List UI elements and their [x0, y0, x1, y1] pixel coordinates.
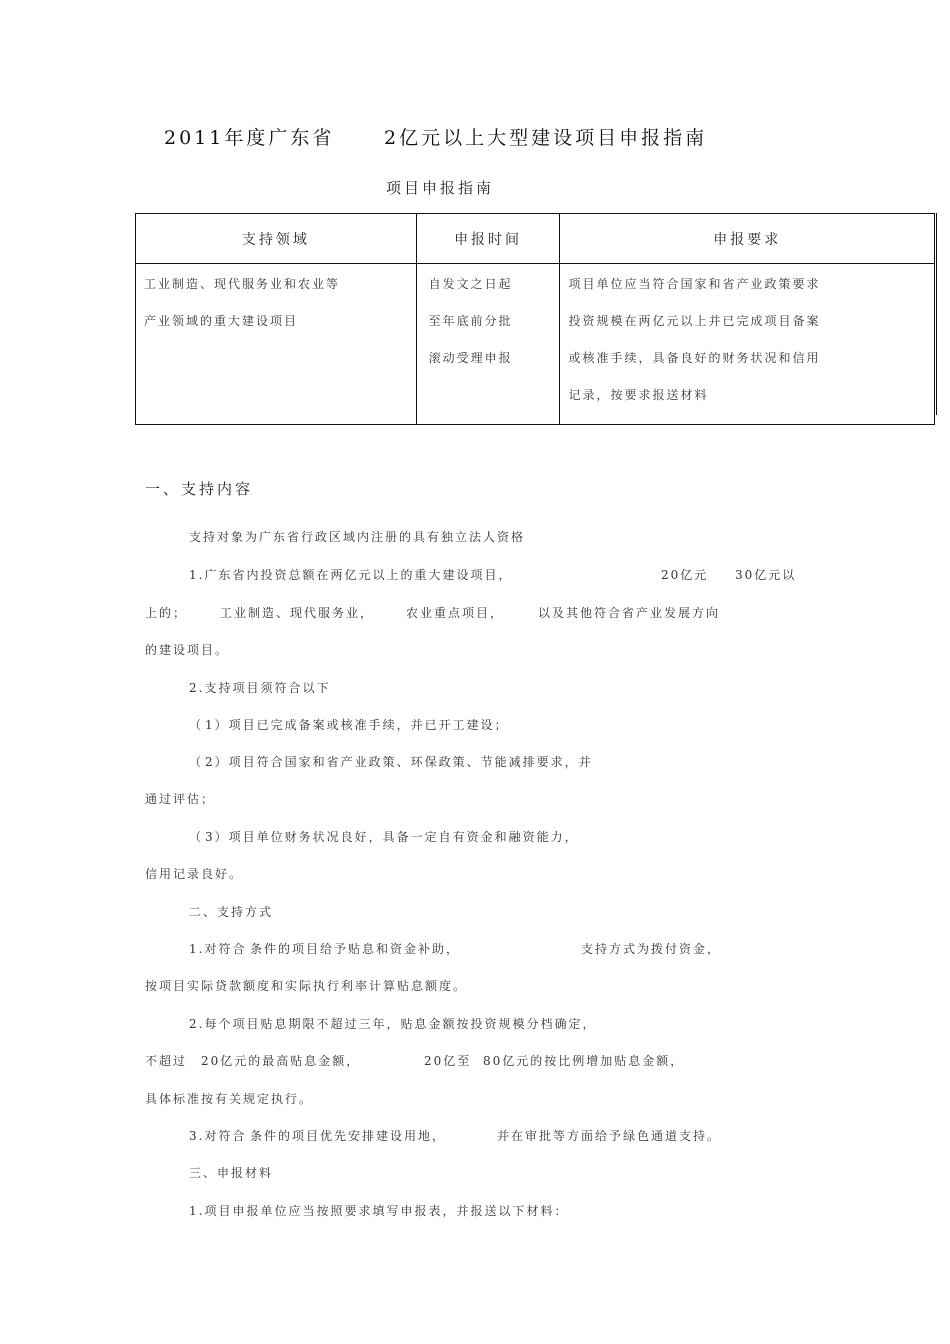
body-line: 工业制造、现代服务业， [220, 606, 375, 620]
body-line: 按项目实际贷款额度和实际执行利率计算贴息额度。 [145, 979, 468, 993]
body-line: 上的； [145, 606, 188, 620]
table-header-row [136, 214, 935, 264]
body-line: （ [189, 830, 204, 844]
body-line: 20亿元的最高贴息金额， [201, 1054, 361, 1068]
cell-text: 工业制造、现代服务业和农业等 [144, 277, 341, 291]
body-line: 30亿元以 [735, 568, 797, 582]
body-line: 信用记录良好。 [145, 867, 244, 881]
page-title-part1: 2011年度广东省 [164, 127, 335, 149]
table-cell [416, 264, 560, 425]
body-line: 1）项目已完成备案或核准手续，并已开工建设； [205, 718, 509, 732]
table-edge-line [936, 213, 937, 415]
section-heading: 一、支持内容 [145, 480, 254, 498]
body-line: 3.对符合 [189, 1129, 247, 1143]
guide-table [135, 213, 935, 425]
body-line: 1.广东省内投资总额在两亿元以上的重大建设项目， [189, 568, 513, 582]
table-cell [560, 264, 935, 425]
table-header-cell: 申报时间 [416, 214, 560, 264]
body-line: （ [189, 755, 204, 769]
body-line: 支持方式为拨付资金， [581, 942, 722, 956]
cell-text: 记录，按要求报送材料 [568, 388, 709, 402]
body-line: 2）项目符合国家和省产业政策、环保政策、节能减排要求，并 [205, 755, 593, 769]
body-line: 80亿元的按比例增加贴息金额， [483, 1054, 685, 1068]
cell-text: 投资规模在两亿元以上并已完成项目备案 [568, 314, 821, 328]
body-line: 2.支持项目须符合以下 [189, 681, 331, 695]
body-line: 1.对符合 [189, 942, 247, 956]
body-line: 支持对象为广东省行政区域内注册的具有独立法人资格 [189, 530, 526, 544]
body-line: 2.每个项目贴息期限不超过三年，贴息金额按投资规模分档确定， [189, 1017, 597, 1031]
body-line: 1.项目申报单位应当按照要求填写申报表，并报送以下材料： [189, 1204, 569, 1218]
cell-text: 或核准手续，具备良好的财务状况和信用 [568, 351, 821, 365]
body-line: 不超过 [145, 1054, 188, 1068]
body-line: 二、支持方式 [189, 905, 274, 919]
body-line: 条件的项目给予贴息和资金补助， [250, 942, 461, 956]
body-line: 条件的项目优先安排建设用地， [250, 1129, 447, 1143]
body-line: 的建设项目。 [145, 643, 230, 657]
cell-text: 项目单位应当符合国家和省产业政策要求 [568, 277, 821, 291]
table-cell [136, 264, 417, 425]
body-line: 20亿至 [424, 1054, 472, 1068]
cell-text: 滚动受理申报 [428, 351, 513, 365]
cell-text: 产业领域的重大建设项目 [144, 314, 299, 328]
body-line: 20亿元 [661, 568, 709, 582]
cell-text: 自发文之日起 [428, 277, 513, 291]
page-subtitle: 项目申报指南 [386, 179, 495, 197]
page-title-part2: 2亿元以上大型建设项目申报指南 [384, 127, 708, 149]
body-line: 具体标准按有关规定执行。 [145, 1092, 314, 1106]
body-line: 农业重点项目， [406, 606, 505, 620]
body-line: 3）项目单位财务状况良好，具备一定自有资金和融资能力， [205, 830, 579, 844]
body-line: 并在审批等方面给予绿色通道支持。 [497, 1129, 722, 1143]
body-line: 三、申报材料 [189, 1166, 274, 1180]
table-row [136, 264, 935, 425]
table-header-cell: 申报要求 [560, 214, 935, 264]
body-line: 通过评估； [145, 792, 216, 806]
cell-text: 至年底前分批 [428, 314, 513, 328]
body-line: 以及其他符合省产业发展方向 [538, 606, 721, 620]
table-header-cell: 支持领域 [136, 214, 417, 264]
body-line: （ [189, 718, 204, 732]
